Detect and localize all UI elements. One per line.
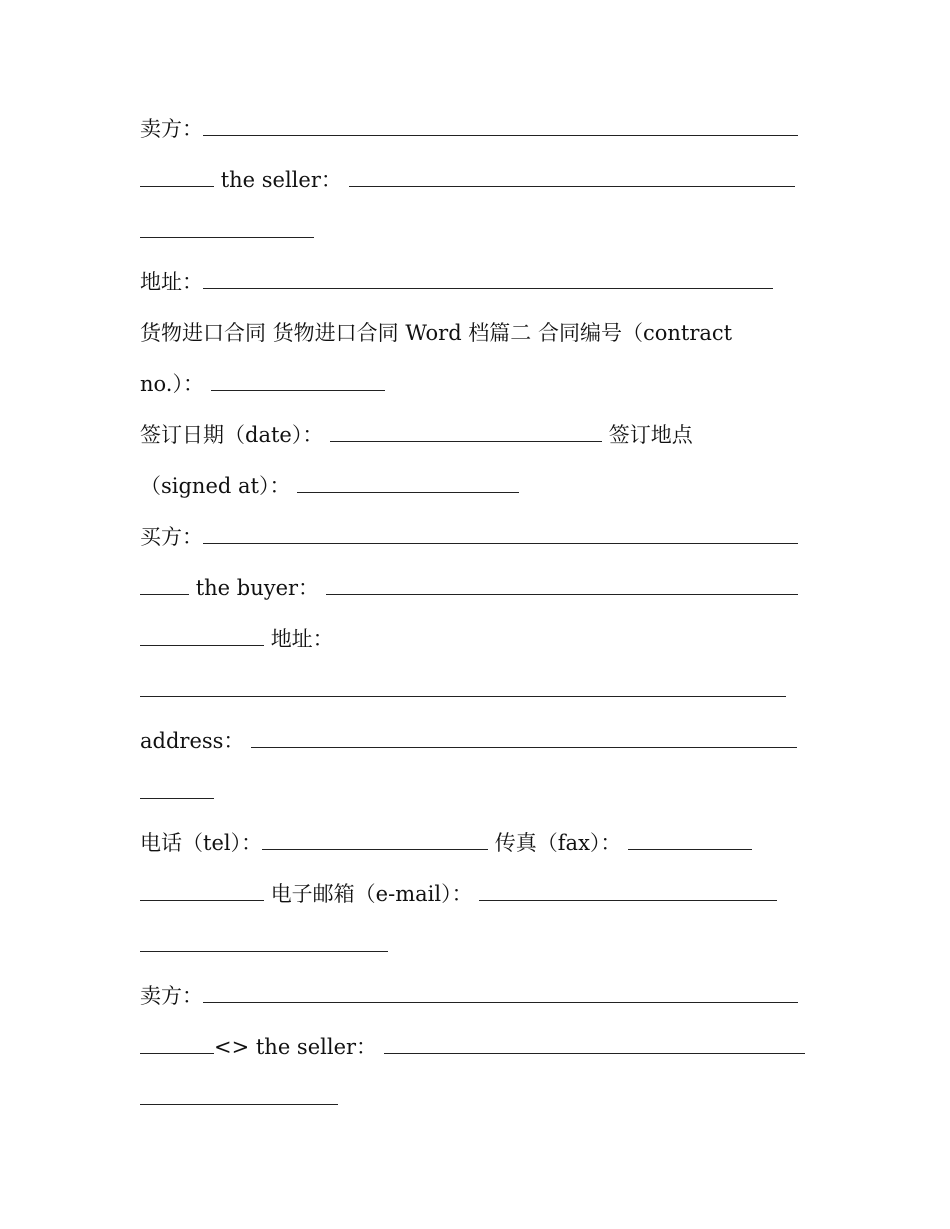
signed-at-line [140,471,519,501]
email-blank[interactable] [479,879,777,901]
contract-title-text: 货物进口合同 货物进口合同 Word 档篇二 合同编号（contract [140,321,733,345]
seller-cn-label: 卖方： [140,117,203,141]
tel-fax-line [140,828,752,858]
seller-cn-line [140,114,798,144]
address-cn-label: 地址： [140,270,203,294]
contract-title-line [140,318,732,348]
tel-label: 电话（tel）： [140,831,263,855]
contract-no-blank[interactable] [211,369,385,391]
seller-en-blank[interactable] [349,165,795,187]
address-en-label: address： [140,729,245,753]
buyer-address-cn-line [140,624,334,654]
buyer-en-line [140,573,798,603]
seller2-en-blank[interactable] [384,1032,805,1054]
buyer-address-blank-line [140,675,786,705]
contract-no-label: no.）： [140,372,204,396]
seller2-en-label: <> the seller： [214,1035,378,1059]
buyer-en-lead-blank[interactable] [140,573,189,595]
seller-continuation-blank[interactable] [140,216,314,238]
seller2-en-line [140,1032,805,1062]
signed-place-label: 签订地点 [608,423,693,447]
tel-blank[interactable] [262,828,488,850]
signed-at-blank[interactable] [297,471,519,493]
email-line [140,879,777,909]
buyer-address-lead-blank[interactable] [140,624,264,646]
fax-label: 传真（fax）： [494,831,622,855]
fax-blank[interactable] [628,828,752,850]
seller2-cn-line [140,981,798,1011]
email-lead-blank[interactable] [140,879,264,901]
address-cn-line [140,267,773,297]
buyer-cn-line [140,522,798,552]
seller-en-label: the seller： [220,168,342,192]
seller-en-line [140,165,795,195]
contract-no-line [140,369,385,399]
buyer-en-label: the buyer： [195,576,320,600]
buyer-cn-label: 买方： [140,525,203,549]
date-blank[interactable] [330,420,602,442]
seller2-continuation-blank[interactable] [140,1083,338,1105]
date-line [140,420,693,450]
buyer-cn-blank[interactable] [203,522,798,544]
seller2-continuation-line [140,1083,338,1113]
seller2-cn-blank[interactable] [203,981,798,1003]
address-en-blank[interactable] [251,726,797,748]
seller2-cn-label: 卖方： [140,984,203,1008]
email-continuation-blank[interactable] [140,930,388,952]
address-continuation-line [140,777,214,807]
seller-en-lead-blank[interactable] [140,165,214,187]
address-en-line [140,726,797,756]
seller-cn-blank[interactable] [203,114,798,136]
email-label: 电子邮箱（e-mail）： [270,882,473,906]
buyer-address-cn-label: 地址： [270,627,334,651]
buyer-address-cn-blank[interactable] [140,675,786,697]
address-continuation-blank[interactable] [140,777,214,799]
seller2-en-lead-blank[interactable] [140,1032,214,1054]
date-label: 签订日期（date）： [140,423,324,447]
address-cn-blank[interactable] [203,267,773,289]
buyer-en-blank[interactable] [326,573,798,595]
seller-continuation-line [140,216,314,246]
signed-at-label: （signed at）： [140,474,291,498]
email-continuation-line [140,930,388,960]
